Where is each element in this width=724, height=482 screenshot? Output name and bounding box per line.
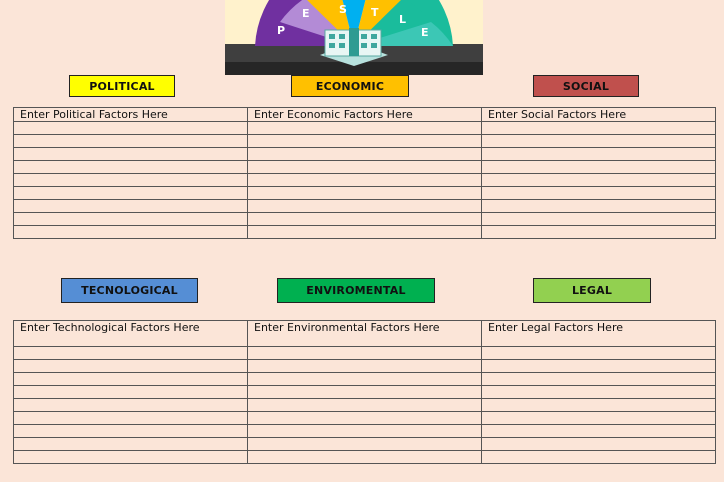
economic-factors-header[interactable]: Enter Economic Factors Here <box>248 108 482 122</box>
table-row <box>14 425 716 438</box>
technological-factors-header[interactable]: Enter Technological Factors Here <box>14 321 248 347</box>
legal-factor-cell[interactable] <box>482 347 716 360</box>
table-row <box>14 174 716 187</box>
legal-factors-header[interactable]: Enter Legal Factors Here <box>482 321 716 347</box>
pestle-banner-graphic <box>225 0 483 75</box>
technological-factor-cell[interactable] <box>14 399 248 412</box>
technological-factor-cell[interactable] <box>14 386 248 399</box>
social-factor-cell[interactable] <box>482 213 716 226</box>
table-row <box>14 451 716 464</box>
political-factor-cell[interactable] <box>14 187 248 200</box>
environmental-factor-cell[interactable] <box>248 347 482 360</box>
social-factor-cell[interactable] <box>482 187 716 200</box>
table-row <box>14 399 716 412</box>
legal-factor-cell[interactable] <box>482 399 716 412</box>
political-label: POLITICAL <box>69 75 175 97</box>
legal-factor-cell[interactable] <box>482 360 716 373</box>
bottom-factors-table <box>13 320 716 464</box>
table-row <box>14 122 716 135</box>
economic-factor-cell[interactable] <box>248 135 482 148</box>
legal-label: LEGAL <box>533 278 651 303</box>
table-row <box>14 360 716 373</box>
banner-letter-t: T <box>371 6 379 19</box>
environmental-factor-cell[interactable] <box>248 360 482 373</box>
social-factor-cell[interactable] <box>482 148 716 161</box>
table-row <box>14 200 716 213</box>
economic-factor-cell[interactable] <box>248 187 482 200</box>
table-row <box>14 161 716 174</box>
legal-factor-cell[interactable] <box>482 438 716 451</box>
table-row <box>14 108 716 122</box>
political-factor-cell[interactable] <box>14 213 248 226</box>
economic-label: ECONOMIC <box>291 75 409 97</box>
top-factors-table <box>13 107 716 239</box>
social-factor-cell[interactable] <box>482 122 716 135</box>
political-factor-cell[interactable] <box>14 200 248 213</box>
table-row <box>14 438 716 451</box>
social-factor-cell[interactable] <box>482 200 716 213</box>
table-row <box>14 187 716 200</box>
political-factors-header[interactable]: Enter Political Factors Here <box>14 108 248 122</box>
technological-label: TECNOLOGICAL <box>61 278 198 303</box>
social-factor-cell[interactable] <box>482 135 716 148</box>
environmental-factor-cell[interactable] <box>248 438 482 451</box>
banner-letter-e1: E <box>302 7 310 20</box>
environmental-factor-cell[interactable] <box>248 399 482 412</box>
table-row <box>14 226 716 239</box>
economic-factor-cell[interactable] <box>248 122 482 135</box>
economic-factor-cell[interactable] <box>248 174 482 187</box>
table-row <box>14 386 716 399</box>
banner-letter-e2: E <box>421 26 429 39</box>
political-factor-cell[interactable] <box>14 161 248 174</box>
table-row <box>14 412 716 425</box>
environmental-factor-cell[interactable] <box>248 451 482 464</box>
banner-letter-l: L <box>399 13 407 26</box>
technological-factor-cell[interactable] <box>14 373 248 386</box>
banner-letter-p: P <box>277 24 286 37</box>
table-row <box>14 321 716 347</box>
environmental-factors-header[interactable]: Enter Environmental Factors Here <box>248 321 482 347</box>
legal-factor-cell[interactable] <box>482 412 716 425</box>
social-factor-cell[interactable] <box>482 226 716 239</box>
social-factor-cell[interactable] <box>482 161 716 174</box>
environmental-factor-cell[interactable] <box>248 412 482 425</box>
legal-factor-cell[interactable] <box>482 451 716 464</box>
political-factor-cell[interactable] <box>14 148 248 161</box>
economic-factor-cell[interactable] <box>248 213 482 226</box>
social-factors-header[interactable]: Enter Social Factors Here <box>482 108 716 122</box>
economic-factor-cell[interactable] <box>248 200 482 213</box>
legal-factor-cell[interactable] <box>482 425 716 438</box>
environmental-label: ENVIROMENTAL <box>277 278 435 303</box>
social-factor-cell[interactable] <box>482 174 716 187</box>
environmental-factor-cell[interactable] <box>248 425 482 438</box>
technological-factor-cell[interactable] <box>14 360 248 373</box>
technological-factor-cell[interactable] <box>14 438 248 451</box>
table-row <box>14 135 716 148</box>
legal-factor-cell[interactable] <box>482 386 716 399</box>
political-factor-cell[interactable] <box>14 135 248 148</box>
banner-letter-s: S <box>339 3 347 16</box>
technological-factor-cell[interactable] <box>14 412 248 425</box>
table-row <box>14 148 716 161</box>
technological-factor-cell[interactable] <box>14 425 248 438</box>
environmental-factor-cell[interactable] <box>248 386 482 399</box>
economic-factor-cell[interactable] <box>248 148 482 161</box>
legal-factor-cell[interactable] <box>482 373 716 386</box>
political-factor-cell[interactable] <box>14 122 248 135</box>
political-factor-cell[interactable] <box>14 174 248 187</box>
table-row <box>14 373 716 386</box>
table-row <box>14 347 716 360</box>
table-row <box>14 213 716 226</box>
economic-factor-cell[interactable] <box>248 161 482 174</box>
technological-factor-cell[interactable] <box>14 347 248 360</box>
political-factor-cell[interactable] <box>14 226 248 239</box>
economic-factor-cell[interactable] <box>248 226 482 239</box>
technological-factor-cell[interactable] <box>14 451 248 464</box>
social-label: SOCIAL <box>533 75 639 97</box>
environmental-factor-cell[interactable] <box>248 373 482 386</box>
